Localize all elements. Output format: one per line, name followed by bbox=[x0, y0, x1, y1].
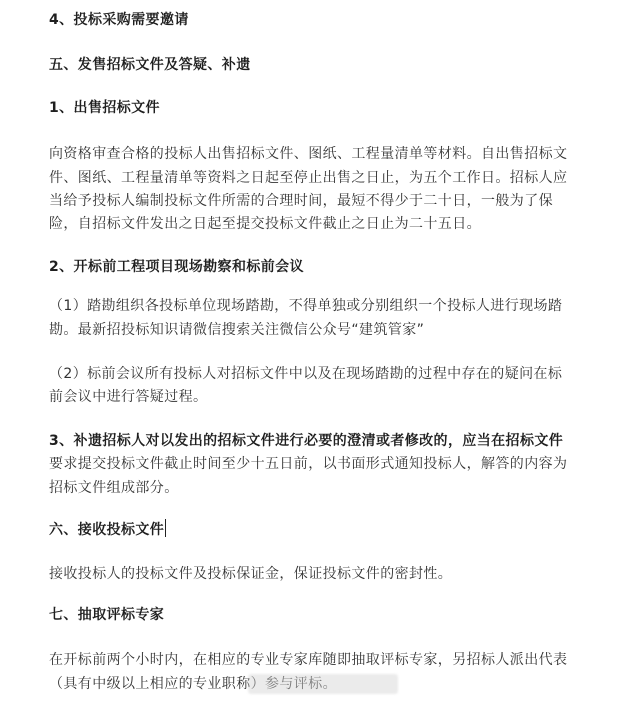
paragraph-6-line-1: 在开标前两个小时内，在相应的专业专家库随即抽取评标专家，另招标人派出代表 bbox=[49, 652, 568, 668]
heading-section-5: 五、发售招标文件及答疑、补遗 bbox=[49, 57, 251, 73]
heading-section-6[interactable] bbox=[49, 519, 166, 540]
paragraph-4-line-3: 招标文件组成部分。 bbox=[49, 480, 179, 496]
paragraph-3-line-2: 前会议中进行答疑过程。 bbox=[49, 389, 208, 405]
paragraph-6-line-2: （具有中级以上相应的专业职称）参与评标。 bbox=[49, 676, 337, 692]
paragraph-1-line-4: 险，自招标文件发出之日起至提交投标文件截止之日止为二十五日。 bbox=[49, 216, 481, 232]
heading-section-6-text: 六、接收投标文件 bbox=[49, 522, 165, 538]
paragraph-1-line-3: 当给予投标人编制投标文件所需的合理时间，最短不得少于二十日，一般为了保 bbox=[49, 193, 553, 209]
paragraph-3-line-1: （2）标前会议所有投标人对招标文件中以及在现场踏勘的过程中存在的疑问在标 bbox=[49, 366, 563, 382]
heading-4: 4、投标采购需要邀请 bbox=[49, 12, 189, 28]
paragraph-2-line-2: 勘。最新招投标知识请微信搜索关注微信公众号“建筑管家” bbox=[49, 322, 425, 338]
paragraph-1-line-1: 向资格审查合格的投标人出售招标文件、图纸、工程量清单等材料。自出售招标文 bbox=[49, 146, 568, 162]
heading-section-7: 七、抽取评标专家 bbox=[49, 607, 165, 623]
text-cursor bbox=[165, 519, 166, 537]
watermark-overlay bbox=[248, 674, 398, 694]
heading-5-1: 1、出售招标文件 bbox=[49, 100, 160, 116]
paragraph-4-line-1-text: 3、补遗招标人对以发出的招标文件进行必要的澄清或者修改的，应当在招标文件 bbox=[49, 433, 564, 449]
paragraph-4-line-1 bbox=[49, 431, 563, 451]
paragraph-5: 接收投标人的投标文件及投标保证金，保证投标文件的密封性。 bbox=[49, 566, 453, 582]
paragraph-1-line-2: 件、图纸、工程量清单等资料之日起至停止出售之日止，为五个工作日。招标人应 bbox=[49, 170, 568, 186]
heading-5-2: 2、开标前工程项目现场勘察和标前会议 bbox=[49, 259, 304, 275]
paragraph-4-line-2: 要求提交投标文件截止时间至少十五日前，以书面形式通知投标人，解答的内容为 bbox=[49, 456, 568, 472]
paragraph-2-line-1: （1）踏勘组织各投标单位现场踏勘，不得单独或分别组织一个投标人进行现场踏 bbox=[49, 298, 563, 314]
